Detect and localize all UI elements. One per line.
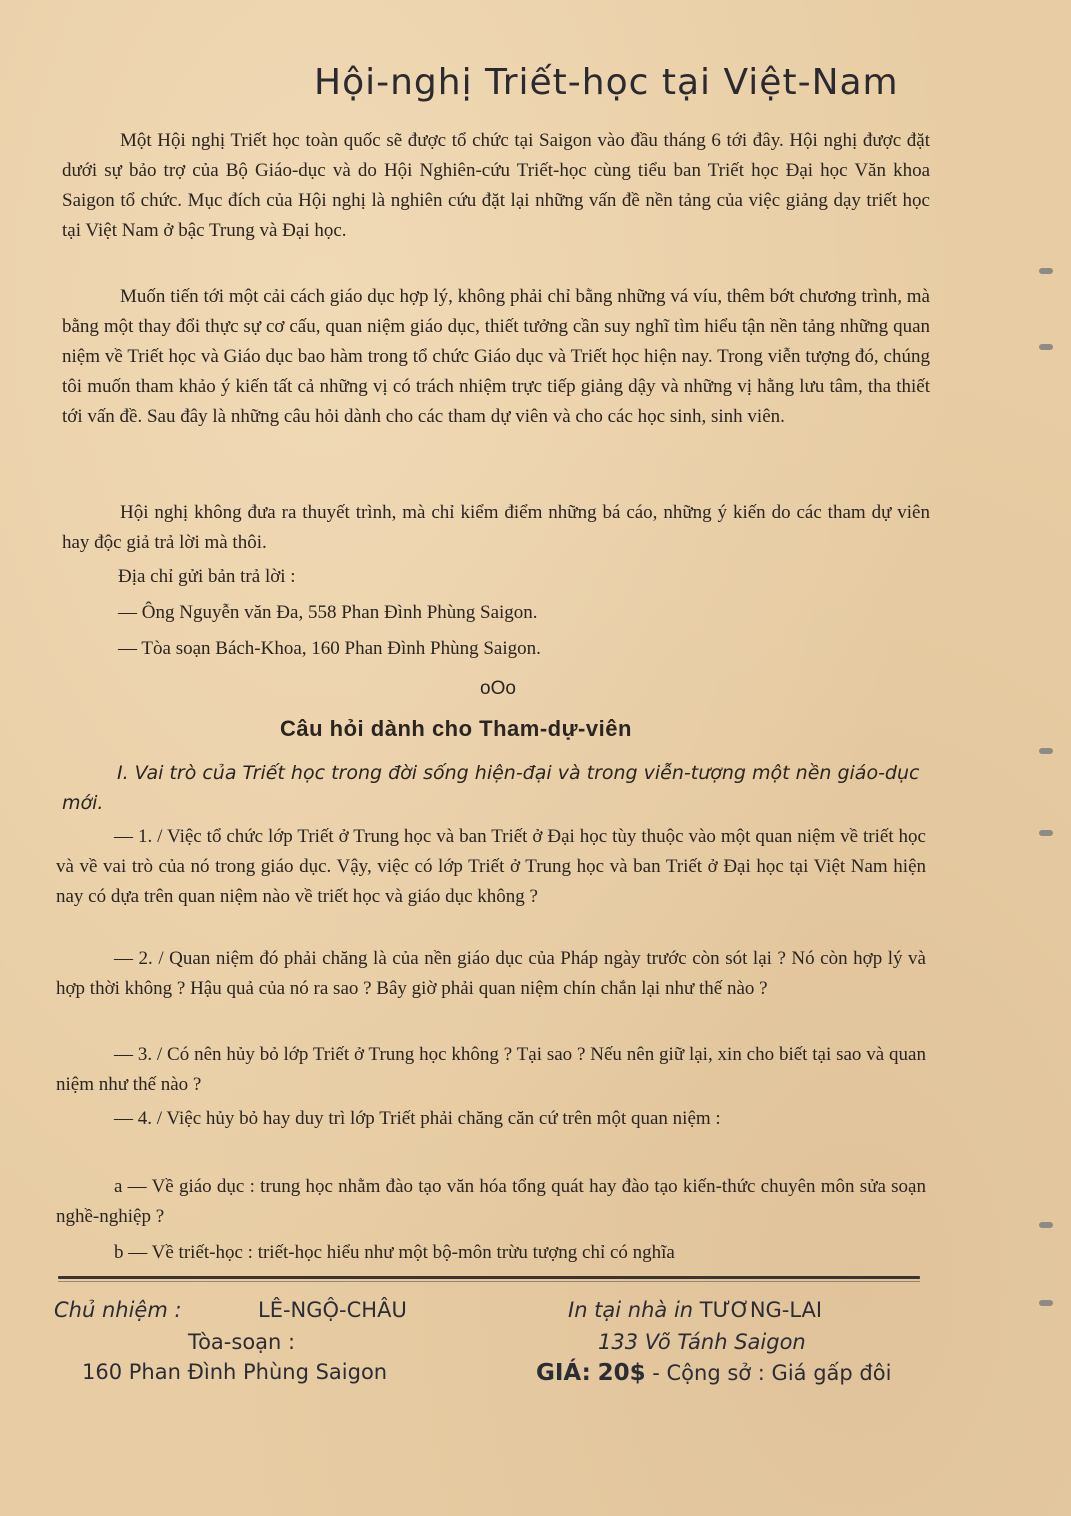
footer-printer-name: TƯƠNG-LAI — [699, 1298, 823, 1322]
address-line-2: — Tòa soạn Bách-Khoa, 160 Phan Đình Phùng Saigon. — [118, 638, 541, 659]
section-separator: oOo — [480, 678, 516, 699]
edge-mark — [1039, 1300, 1053, 1306]
footer-director-name: LÊ-NGỘ-CHÂU — [258, 1298, 407, 1322]
article-title: Hội-nghị Triết-học tại Việt-Nam — [314, 62, 899, 103]
question-4b: b — Về triết-học : triết-học hiểu như một bộ-môn trừu tượng chỉ có nghĩa — [114, 1242, 675, 1263]
intro-paragraph-2: Muốn tiến tới một cải cách giáo dục hợp lý, không phải chỉ bằng những vá víu, thêm bớt chương trình, mà bằng một thay đổi thực sự cơ cấu, quan niệm giáo dục, thiết tưởng cần suy nghĩ tìm hiểu tận nền tảng những quan niệm về Triết học và Giáo dục bao hàm trong tổ chức Giáo dục và Triết học hiện nay. Trong viễn tượng đó, chúng tôi muốn tham khảo ý kiến tất cả những vị có trách nhiệm trực tiếp giảng dậy và những vị hằng lưu tâm, tha thiết tới vấn đề. Sau đây là những câu hỏi dành cho các tham dự viên và cho các học sinh, sinh viên. — [62, 286, 930, 427]
question-4a: a — Về giáo dục : trung học nhằm đào tạo văn hóa tổng quát hay đào tạo kiến-thức chuyên môn sửa soạn nghề-nghiệp ? — [56, 1176, 926, 1227]
question-2: — 2. / Quan niệm đó phải chăng là của nền giáo dục của Pháp ngày trước còn sót lại ? Nó còn hợp lý và hợp thời không ? Hậu quả của nó ra sao ? Bây giờ phải quan niệm chín chắn lại như thế nào ? — [56, 948, 926, 999]
intro-paragraph-1: Một Hội nghị Triết học toàn quốc sẽ được tổ chức tại Saigon vào đầu tháng 6 tới đây. Hội nghị được đặt dưới sự bảo trợ của Bộ Giáo-dục và do Hội Nghiên-cứu Triết-học cùng tiểu ban Triết học Đại học Văn khoa Saigon tổ chức. Mục đích của Hội nghị là nghiên cứu đặt lại những vấn đề nền tảng của việc giảng dạy triết học tại Việt Nam ở bậc Trung và Đại học. — [62, 130, 930, 241]
footer-rule — [58, 1276, 920, 1279]
footer-price-label: GIÁ: — [536, 1360, 591, 1386]
edge-mark — [1039, 1222, 1053, 1228]
footer-office-label: Tòa-soạn : — [188, 1330, 296, 1354]
footer-price-value: 20$ — [597, 1360, 646, 1386]
question-3: — 3. / Có nên hủy bỏ lớp Triết ở Trung học không ? Tại sao ? Nếu nên giữ lại, xin cho biết tại sao và quan niệm như thế nào ? — [56, 1044, 926, 1095]
edge-mark — [1039, 748, 1053, 754]
footer-office-address: 160 Phan Đình Phùng Saigon — [82, 1360, 388, 1384]
footer-printer — [568, 1298, 822, 1322]
question-heading: I. Vai trò của Triết học trong đời sống hiện-đại và trong viễn-tượng một nền giáo-dục mới. — [62, 762, 920, 814]
footer-printer-address: 133 Võ Tánh Saigon — [598, 1330, 806, 1354]
question-4: — 4. / Việc hủy bỏ hay duy trì lớp Triết phải chăng căn cứ trên một quan niệm : — [114, 1108, 721, 1129]
address-line-1: — Ông Nguyễn văn Đa, 558 Phan Đình Phùng Saigon. — [118, 602, 538, 623]
footer-printer-label: In tại nhà in — [568, 1298, 694, 1322]
section-title: Câu hỏi dành cho Tham-dự-viên — [280, 716, 632, 741]
edge-mark — [1039, 268, 1053, 274]
footer-rule-thin — [58, 1281, 920, 1282]
footer-director-label: Chủ nhiệm : — [54, 1298, 182, 1322]
intro-paragraph-3: Hội nghị không đưa ra thuyết trình, mà chỉ kiểm điểm những bá cáo, những ý kiến do các tham dự viên hay độc giả trả lời mà thôi. — [62, 502, 930, 553]
edge-mark — [1039, 344, 1053, 350]
footer-price-note: - Cộng sở : Giá gấp đôi — [652, 1361, 892, 1385]
question-1: — 1. / Việc tổ chức lớp Triết ở Trung học và ban Triết ở Đại học tùy thuộc vào một quan niệm về triết học và về vai trò của nó trong giáo dục. Vậy, việc có lớp Triết ở Trung học và ban Triết ở Đại học tại Việt Nam hiện nay có dựa trên quan niệm nào về triết học và giáo dục không ? — [56, 826, 926, 907]
address-label: Địa chỉ gửi bản trả lời : — [118, 566, 296, 587]
footer-price — [536, 1360, 891, 1386]
edge-mark — [1039, 830, 1053, 836]
